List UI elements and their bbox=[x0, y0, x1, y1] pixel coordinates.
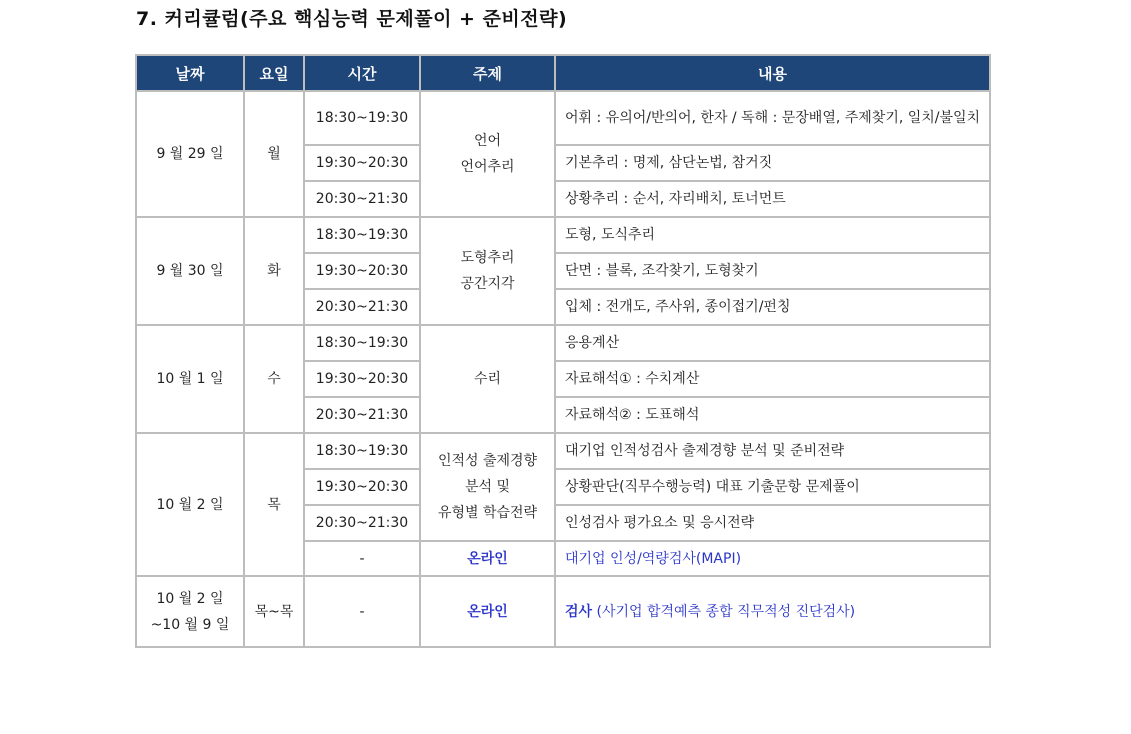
content-rest: (사기업 합격예측 종합 직무적성 진단검사) bbox=[592, 603, 856, 620]
date-cell bbox=[136, 576, 244, 647]
topic-line: 분석 및 bbox=[464, 479, 511, 495]
time-cell: 20:30~21:30 bbox=[304, 181, 420, 217]
time-cell: 19:30~20:30 bbox=[304, 469, 420, 505]
table-row bbox=[136, 325, 990, 361]
topic-line: 유형별 학습전략 bbox=[437, 505, 538, 521]
content-cell bbox=[555, 576, 990, 647]
time-cell: 20:30~21:30 bbox=[304, 505, 420, 541]
weekday-cell: 화 bbox=[244, 217, 304, 325]
content-cell: 입체 : 전개도, 주사위, 종이접기/펀칭 bbox=[555, 289, 990, 325]
time-cell: 18:30~19:30 bbox=[304, 325, 420, 361]
table-row bbox=[136, 433, 990, 469]
topic-cell bbox=[420, 91, 555, 217]
header-date: 날짜 bbox=[136, 55, 244, 91]
weekday-cell: 목~목 bbox=[244, 576, 304, 647]
content-cell: 응용계산 bbox=[555, 325, 990, 361]
table-row bbox=[136, 217, 990, 253]
topic-line: 도형추리 bbox=[460, 250, 515, 266]
table-row bbox=[136, 91, 990, 145]
content-cell: 도형, 도식추리 bbox=[555, 217, 990, 253]
time-cell: 18:30~19:30 bbox=[304, 217, 420, 253]
header-weekday: 요일 bbox=[244, 55, 304, 91]
time-cell: 20:30~21:30 bbox=[304, 289, 420, 325]
topic-line: 공간지각 bbox=[460, 276, 515, 292]
date-cell: 9 월 29 일 bbox=[136, 91, 244, 217]
time-cell: 19:30~20:30 bbox=[304, 145, 420, 181]
topic-line: 인적성 출제경향 bbox=[437, 453, 538, 469]
content-cell: 대기업 인적성검사 출제경향 분석 및 준비전략 bbox=[555, 433, 990, 469]
content-cell: 인성검사 평가요소 및 응시전략 bbox=[555, 505, 990, 541]
content-cell: 상황판단(직무수행능력) 대표 기출문항 문제풀이 bbox=[555, 469, 990, 505]
date-cell: 10 월 1 일 bbox=[136, 325, 244, 433]
content-bold: 검사 bbox=[565, 603, 593, 620]
header-time: 시간 bbox=[304, 55, 420, 91]
date-cell: 10 월 2 일 bbox=[136, 433, 244, 576]
time-cell: - bbox=[304, 576, 420, 647]
topic-cell bbox=[420, 217, 555, 325]
time-cell: 18:30~19:30 bbox=[304, 433, 420, 469]
weekday-cell: 목 bbox=[244, 433, 304, 576]
content-cell: 자료해석② : 도표해석 bbox=[555, 397, 990, 433]
section-title: 7. 커리큘럼(주요 핵심능력 문제풀이 + 준비전략) bbox=[136, 8, 568, 30]
time-cell: 20:30~21:30 bbox=[304, 397, 420, 433]
time-cell: 19:30~20:30 bbox=[304, 253, 420, 289]
content-cell: 어휘 : 유의어/반의어, 한자 / 독해 : 문장배열, 주제찾기, 일치/불일치 bbox=[555, 91, 990, 145]
time-cell: - bbox=[304, 541, 420, 576]
topic-line: 언어추리 bbox=[460, 159, 515, 175]
header-content: 내용 bbox=[555, 55, 990, 91]
online-topic-cell: 온라인 bbox=[420, 541, 555, 576]
topic-line: 언어 bbox=[473, 133, 502, 149]
time-cell: 19:30~20:30 bbox=[304, 361, 420, 397]
content-cell: 상황추리 : 순서, 자리배치, 토너먼트 bbox=[555, 181, 990, 217]
content-cell: 단면 : 블록, 조각찾기, 도형찾기 bbox=[555, 253, 990, 289]
curriculum-table bbox=[135, 54, 991, 648]
table-header-row bbox=[136, 55, 990, 91]
table-row bbox=[136, 576, 990, 647]
header-topic: 주제 bbox=[420, 55, 555, 91]
topic-cell bbox=[420, 325, 555, 433]
weekday-cell: 수 bbox=[244, 325, 304, 433]
time-cell: 18:30~19:30 bbox=[304, 91, 420, 145]
content-cell: 기본추리 : 명제, 삼단논법, 참거짓 bbox=[555, 145, 990, 181]
topic-cell bbox=[420, 433, 555, 541]
online-topic-cell: 온라인 bbox=[420, 576, 555, 647]
content-cell: 자료해석① : 수치계산 bbox=[555, 361, 990, 397]
weekday-cell: 월 bbox=[244, 91, 304, 217]
date-line: ~10 월 9 일 bbox=[150, 616, 230, 633]
content-cell: 대기업 인성/역량검사(MAPI) bbox=[555, 541, 990, 576]
topic-line: 수리 bbox=[473, 371, 502, 387]
date-cell: 9 월 30 일 bbox=[136, 217, 244, 325]
date-line: 10 월 2 일 bbox=[156, 590, 224, 607]
